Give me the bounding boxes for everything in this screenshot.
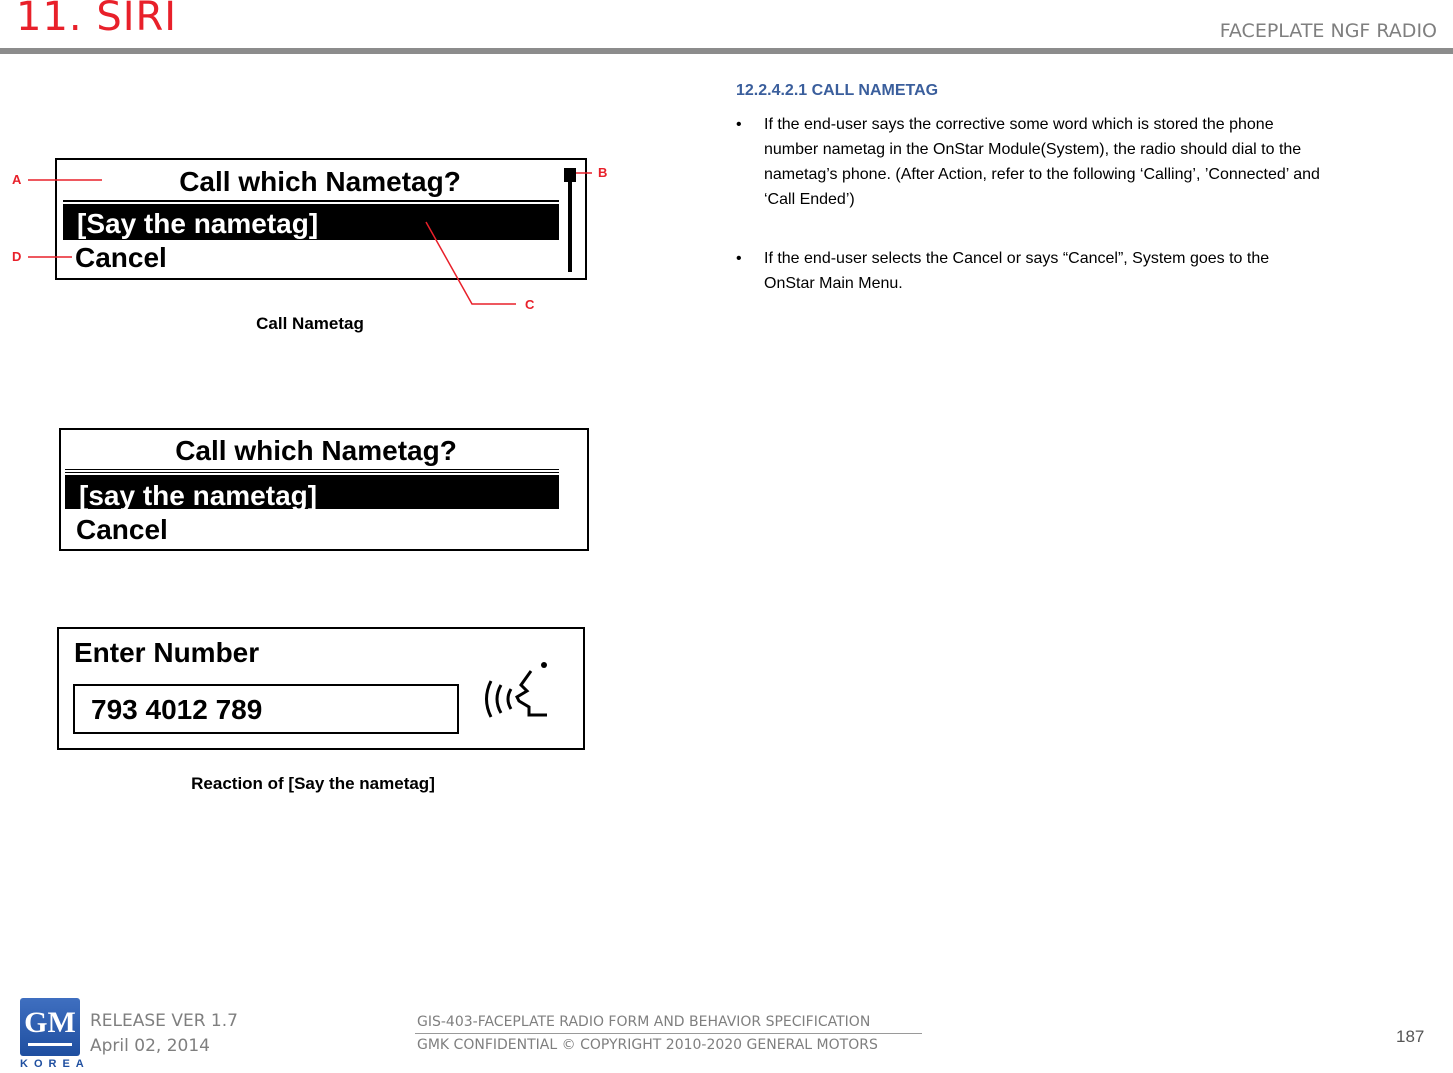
confidential-notice: GMK CONFIDENTIAL © COPYRIGHT 2010-2020 GENERAL MOTORS [417, 1037, 878, 1053]
title-underline [65, 469, 559, 470]
callout-lines [0, 0, 640, 330]
footer-mid-divider [415, 1033, 922, 1034]
gm-logo-text: GM [24, 1006, 76, 1039]
dialed-number: 793 4012 789 [91, 694, 263, 725]
gm-logo-underline [28, 1043, 72, 1046]
spec-identifier: GIS-403-FACEPLATE RADIO FORM AND BEHAVIOR SPECIFICATION [417, 1014, 871, 1030]
section-title: 11. SIRI [16, 0, 178, 40]
release-date: April 02, 2014 [90, 1036, 210, 1056]
page-number: 187 [1396, 1027, 1425, 1046]
spec-heading: 12.2.4.2.1 CALL NAMETAG [736, 82, 939, 99]
spec-bullet [736, 246, 1336, 298]
logo-korea-text: KOREA [20, 1058, 90, 1070]
call-nametag-screen-alt [59, 428, 589, 551]
release-version: RELEASE VER 1.7 [90, 1011, 238, 1031]
screen-title: Enter Number [74, 637, 260, 668]
voice-speaking-icon [483, 651, 553, 723]
callout-label-b: B [598, 165, 608, 180]
callout-line-c [426, 222, 516, 304]
screen-title: Call which Nametag? [175, 435, 457, 466]
menu-item-say-nametag[interactable]: [Say the nametag] [63, 204, 559, 240]
menu-item-say-nametag[interactable]: [say the nametag] [65, 475, 559, 509]
bullet-text: If the end-user selects the Cancel or says “Cancel”, System goes to the OnStar Main Menu. [764, 250, 1270, 292]
title-underline [65, 472, 559, 473]
menu-item-cancel[interactable]: Cancel [76, 514, 168, 545]
figure-caption-call-nametag: Call Nametag [256, 314, 364, 333]
number-field [73, 684, 459, 734]
callout-label-d: D [12, 249, 22, 264]
figure-caption-reaction: Reaction of [Say the nametag] [191, 774, 435, 793]
enter-number-screen [57, 627, 585, 750]
screen-title: Call which Nametag? [179, 166, 461, 197]
bullet-text: If the end-user says the corrective some word which is stored the phone number nametag in the OnStar Module(System), the radio should dial to the nametag’s phone. (After Action, refer to the following ‘Calling’, ’Connected’ and ‘Call Ended’) [764, 116, 1320, 208]
menu-item-cancel[interactable]: Cancel [75, 242, 167, 273]
spec-bullet [736, 112, 1336, 212]
bullet-dot: • [736, 250, 742, 267]
callout-label-a: A [12, 172, 22, 187]
bullet-dot: • [736, 116, 742, 133]
document-tag: FACEPLATE NGF RADIO [1219, 20, 1437, 42]
gm-korea-logo [20, 998, 90, 1070]
callout-label-c: C [525, 297, 535, 312]
